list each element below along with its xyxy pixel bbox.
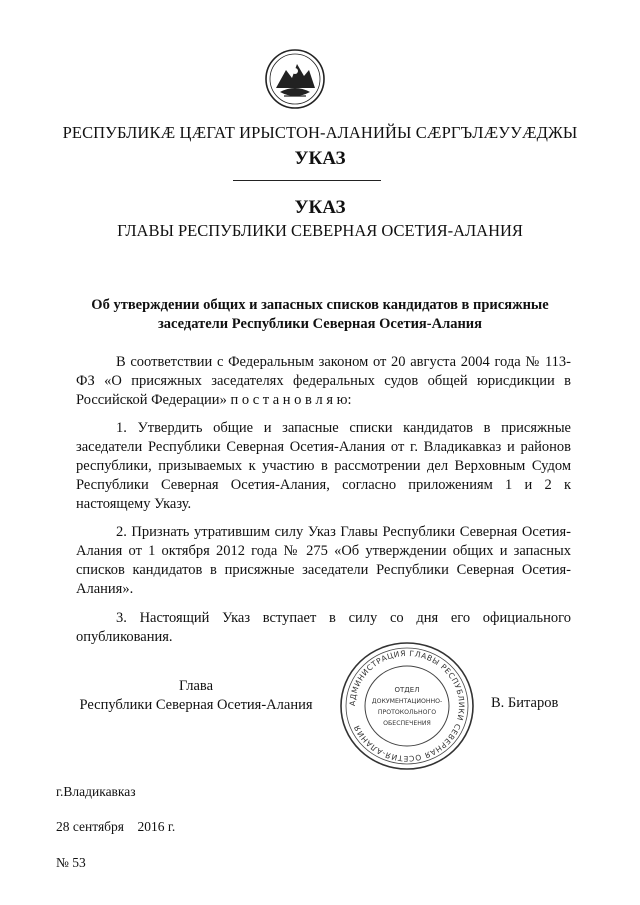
seal-line-2: ДОКУМЕНТАЦИОННО- xyxy=(371,698,443,705)
decree-subject: Об утверждении общих и запасных списков кандидатов в присяжные заседатели Республики Северная Осетия-Алания xyxy=(91,297,549,332)
coat-of-arms-emblem-icon xyxy=(264,48,326,110)
issue-city: г.Владикавказ xyxy=(56,784,136,799)
decree-title-russian: УКАЗ xyxy=(294,197,346,218)
signatory-title xyxy=(76,677,316,715)
item-1-paragraph: 1. Утвердить общие и запасные списки кандидатов в присяжные заседатели Республики Северная Осетия-Алания от г. Владикавказ и районов республики, призываемых к участию в рассмотрении дел Верховным Судом Республики Северная Осетия-Алания, согласно приложениям 1 и 2 к настоящему Указу. xyxy=(76,420,571,512)
republic-title-ossetian: РЕСПУБЛИКӔ ЦӔГАТ ИРЫСТОН-АЛАНИЙЫ СӔРГЪЛӔУУӔДЖЫ xyxy=(62,123,578,142)
decree-number: № 53 xyxy=(56,855,86,870)
header-divider xyxy=(233,180,381,181)
seal-line-1: ОТДЕЛ xyxy=(394,686,420,694)
item-2-paragraph: 2. Признать утратившим силу Указ Главы Республики Северная Осетия-Алания от 1 октября 2012 года № 275 «Об утверждении общих и запасных списков кандидатов в присяжные заседатели Республики Северная Осетия-Алания». xyxy=(76,524,571,597)
issue-date: 28 сентября 2016 г. xyxy=(56,819,176,834)
signatory-title-line2: Республики Северная Осетия-Алания xyxy=(79,697,313,713)
item-3-paragraph: 3. Настоящий Указ вступает в силу со дня его официального опубликования. xyxy=(76,610,571,645)
head-title-russian: ГЛАВЫ РЕСПУБЛИКИ СЕВЕРНАЯ ОСЕТИЯ-АЛАНИЯ xyxy=(117,221,523,240)
official-seal-icon xyxy=(338,640,476,772)
seal-line-3: ПРОТОКОЛЬНОГО xyxy=(377,709,437,716)
decree-title-ossetian: УКАЗ xyxy=(294,148,346,169)
signatory-name: В. Битаров xyxy=(491,695,559,711)
preamble-paragraph: В соответствии с Федеральным законом от 20 августа 2004 года № 113-ФЗ «О присяжных заседателях федеральных судов общей юрисдикции в Российской Федерации» п о с т а н о в л я ю: xyxy=(76,354,571,408)
seal-line-4: ОБЕСПЕЧЕНИЯ xyxy=(383,720,431,727)
seal-ring-text: АДМИНИСТРАЦИЯ ГЛАВЫ РЕСПУБЛИКИ СЕВЕРНАЯ ОСЕТИЯ-АЛАНИЯ xyxy=(347,648,467,764)
signatory-title-line1: Глава xyxy=(178,678,214,694)
